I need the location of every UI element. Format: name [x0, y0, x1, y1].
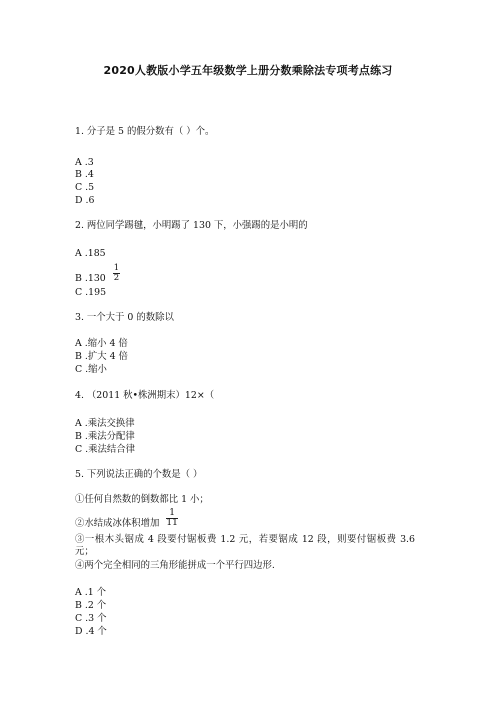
fraction-denominator: 11	[166, 518, 178, 528]
question-1-option-d: D .6	[75, 195, 95, 206]
question-2-option-c: C .195	[75, 287, 107, 298]
fraction-denominator: 2	[113, 273, 120, 283]
question-5-statement-3: ③一根木头锯成 4 段要付锯板费 1.2 元，若要锯成 12 段，则要付锯板费 3.6 元；	[75, 534, 415, 557]
question-2-option-b-row	[75, 263, 120, 288]
question-5-option-d: D .4 个	[75, 626, 107, 637]
question-4-option-c: C .乘法结合律	[75, 444, 136, 455]
fraction-numerator: 1	[166, 509, 177, 519]
question-1-option-a: A .3	[75, 157, 94, 168]
question-4-option-a: A .乘法交换律	[75, 418, 135, 429]
question-1-stem: 1. 分子是 5 的假分数有（ ）个。	[75, 126, 215, 137]
question-3-stem: 3. 一个大于 0 的数除以	[75, 312, 174, 323]
question-5-statement-2: ②水结成冰体积增加	[75, 518, 160, 529]
question-2-stem: 2. 两位同学踢毽，小明踢了 130 下，小强踢的是小明的	[75, 220, 308, 231]
document-title: 2020人教版小学五年级数学上册分数乘除法专项考点练习	[103, 64, 393, 77]
question-4-option-b: B .乘法分配律	[75, 431, 135, 442]
question-3-option-c: C .缩小	[75, 364, 107, 375]
fraction-numerator: 1	[113, 263, 120, 273]
question-4-stem: 4. （2011 秋•株洲期末）12×（	[75, 390, 215, 401]
question-3-option-b: B .扩大 4 倍	[75, 351, 128, 362]
question-5-option-a: A .1 个	[75, 587, 107, 598]
question-5-statement-4: ④两个完全相同的三角形能拼成一个平行四边形.	[75, 560, 275, 571]
question-2-option-b: B .130	[75, 273, 106, 284]
question-5-statement-2-row	[75, 508, 178, 533]
question-5-option-b: B .2 个	[75, 600, 107, 611]
question-1-option-b: B .4	[75, 169, 94, 180]
question-1-option-c: C .5	[75, 182, 95, 193]
question-3-option-a: A .缩小 4 倍	[75, 338, 128, 349]
question-2-option-a: A .185	[75, 248, 106, 259]
question-5-statement-1: ①任何自然数的倒数都比 1 小；	[75, 494, 209, 505]
question-5-option-c: C .3 个	[75, 613, 107, 624]
question-5-stem: 5. 下列说法正确的个数是（ ）	[75, 469, 203, 480]
question-2-fraction	[113, 264, 120, 283]
question-5-fraction	[166, 509, 177, 528]
